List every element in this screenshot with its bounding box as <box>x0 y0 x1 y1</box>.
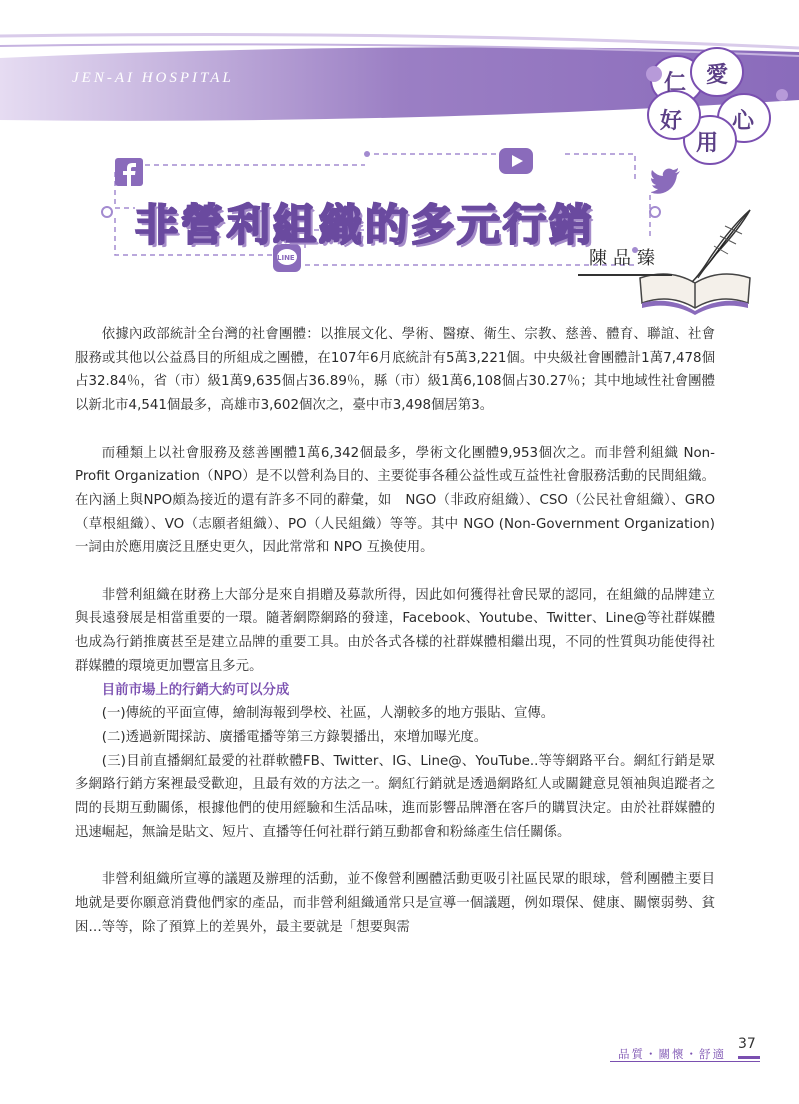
footer-divider <box>610 1061 760 1062</box>
list-item-2: (二)透過新聞採訪、廣播電播等第三方錄製播出，來增加曝光度。 <box>101 729 488 745</box>
motto-char-ai: 愛 <box>706 62 729 88</box>
twitter-icon <box>651 168 681 194</box>
paragraph-4: 非營利組織所宣導的議題及辦理的活動，並不像營利團體活動更吸引社區民眾的眼球，營利團體主要目地就是要你願意消費他們家的產品，而非營利組織通常只是宣導一個議題，例如環保、健康、關懷弱勢、貧困…等等，除了預算上的差異外，最主要就是「想要與需 <box>75 872 715 935</box>
page-number: 37 <box>738 1036 756 1052</box>
motto-char-ren: 仁 <box>664 70 687 96</box>
article-title: 非營利組織的多元行銷 <box>135 201 595 251</box>
facebook-icon <box>115 158 143 186</box>
paragraph-3: 非營利組織在財務上大部分是來自捐贈及募款所得，因此如何獲得社會民眾的認同，在組織的品牌建立與長遠發展是相當重要的一環。隨著網際網路的發達，Facebook、Youtube、Twitter、Line@等社群媒體也成為行銷推廣甚至是建立品牌的重要工具。由於各式各樣的社群媒體相繼出現，不同的性質與功能使得社群媒體的環境更加豐富且多元。 <box>75 587 715 674</box>
motto-char-hao: 好 <box>660 108 683 134</box>
motto-char-xin: 心 <box>732 108 755 134</box>
list-item-3: (三)目前直播網紅最愛的社群軟體FB、Twitter、IG、Line@、YouTube..等等網路平台。網紅行銷是眾多網路行銷方案裡最受歡迎，且最有效的方法之一。網紅行銷就是透過網路紅人或關鍵意見領袖與追蹤者之問的長期互動關係，根據他們的使用經驗和生活品味，進而影響品牌潛在客戶的購買決定。由於社群媒體的迅速崛起，無論是貼文、短片、直播等任何社群行銷互動都會和粉絲產生信任關係。 <box>75 753 715 840</box>
paragraph-1: 依據內政部統計全台灣的社會團體：以推展文化、學術、醫療、衛生、宗教、慈善、體育、聯誼、社會服務或其他以公益爲目的所組成之團體，在107年6月底統計有5萬3,221個。中央級社會團體計1萬7,478個占32.84％，省（市）級1萬9,635個占36.89％，縣（市）級1萬6,108個占30.27％；其中地域性社會團體以新北市4,541個最多，高雄市3,602個次之，臺中市3,498個居第3。 <box>75 327 715 414</box>
author-name: 陳品臻 <box>578 244 672 276</box>
hospital-name: JEN-AI HOSPITAL <box>72 70 234 86</box>
footer-slogan: 品質・關懷・舒適 <box>618 1047 726 1061</box>
line-icon-label: LINE <box>277 254 295 262</box>
motto-char-yong: 用 <box>696 130 719 156</box>
page-footer <box>600 1038 760 1066</box>
youtube-icon <box>499 148 533 174</box>
footer-accent-bar <box>738 1056 760 1059</box>
list-item-1: (一)傳統的平面宣傳，繪制海報到學校、社區，人潮較多的地方張貼、宣傳。 <box>101 706 555 722</box>
article-body <box>75 323 715 939</box>
section-subheading: 目前市場上的行銷大約可以分成 <box>101 682 290 698</box>
paragraph-2: 而種類上以社會服務及慈善團體1萬6,342個最多，學術文化團體9,953個次之。而非營利組織 Non-Profit Organization（NPO）是不以營利為目的、主要從事各種公益性或互益性社會服務活動的民間組織。在內涵上與NPO頗為接近的還有許多不同的辭彙，如 NGO（非政府組織）、CSO（公民社會組織）、GRO（草根組織）、VO（志願者組織）、PO（人民組織）等等。其中 NGO (Non-Government Organization) 一詞由於應用廣泛且歷史更久，因此常常和 NPO 互換使用。 <box>75 445 715 556</box>
